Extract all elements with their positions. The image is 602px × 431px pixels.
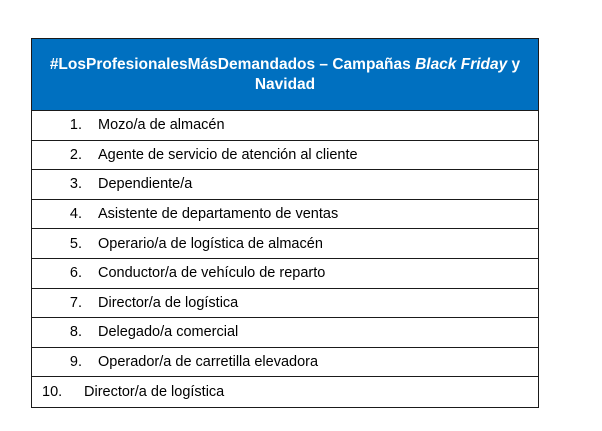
table-row	[32, 141, 538, 171]
header-text-part2: y Navidad	[254, 56, 521, 93]
row-label: Mozo/a de almacén	[98, 117, 225, 134]
table-title	[38, 55, 532, 95]
row-label: Delegado/a comercial	[98, 324, 239, 341]
row-number: 7.	[69, 294, 82, 311]
row-number: 1.	[69, 117, 82, 134]
table-row	[32, 229, 538, 259]
row-label: Operario/a de logística de almacén	[98, 235, 323, 252]
professions-table	[31, 38, 539, 408]
table-row	[32, 289, 538, 319]
row-label: Dependiente/a	[98, 176, 193, 193]
table-row	[32, 170, 538, 200]
row-number: 8.	[69, 324, 82, 341]
table-row	[32, 348, 538, 378]
row-number: 3.	[69, 176, 82, 193]
row-number: 2.	[69, 146, 82, 163]
row-number: 10.	[42, 384, 63, 401]
table-header	[32, 39, 538, 111]
header-text-part1: #LosProfesionalesMásDemandados – Campañas	[49, 56, 416, 73]
header-text-italic: Black Friday	[415, 56, 508, 73]
row-number: 6.	[69, 265, 82, 282]
table-row	[32, 111, 538, 141]
row-label: Operador/a de carretilla elevadora	[98, 354, 319, 371]
row-label: Director/a de logística	[84, 384, 225, 401]
table-row	[32, 259, 538, 289]
row-label: Agente de servicio de atención al cliente	[98, 146, 358, 163]
table-row	[32, 318, 538, 348]
row-number: 4.	[69, 206, 82, 223]
table-row	[32, 377, 538, 407]
row-label: Asistente de departamento de ventas	[98, 206, 339, 223]
table-row	[32, 200, 538, 230]
row-label: Conductor/a de vehículo de reparto	[98, 265, 326, 282]
row-label: Director/a de logística	[98, 294, 239, 311]
row-number: 5.	[69, 235, 82, 252]
row-number: 9.	[69, 354, 82, 371]
